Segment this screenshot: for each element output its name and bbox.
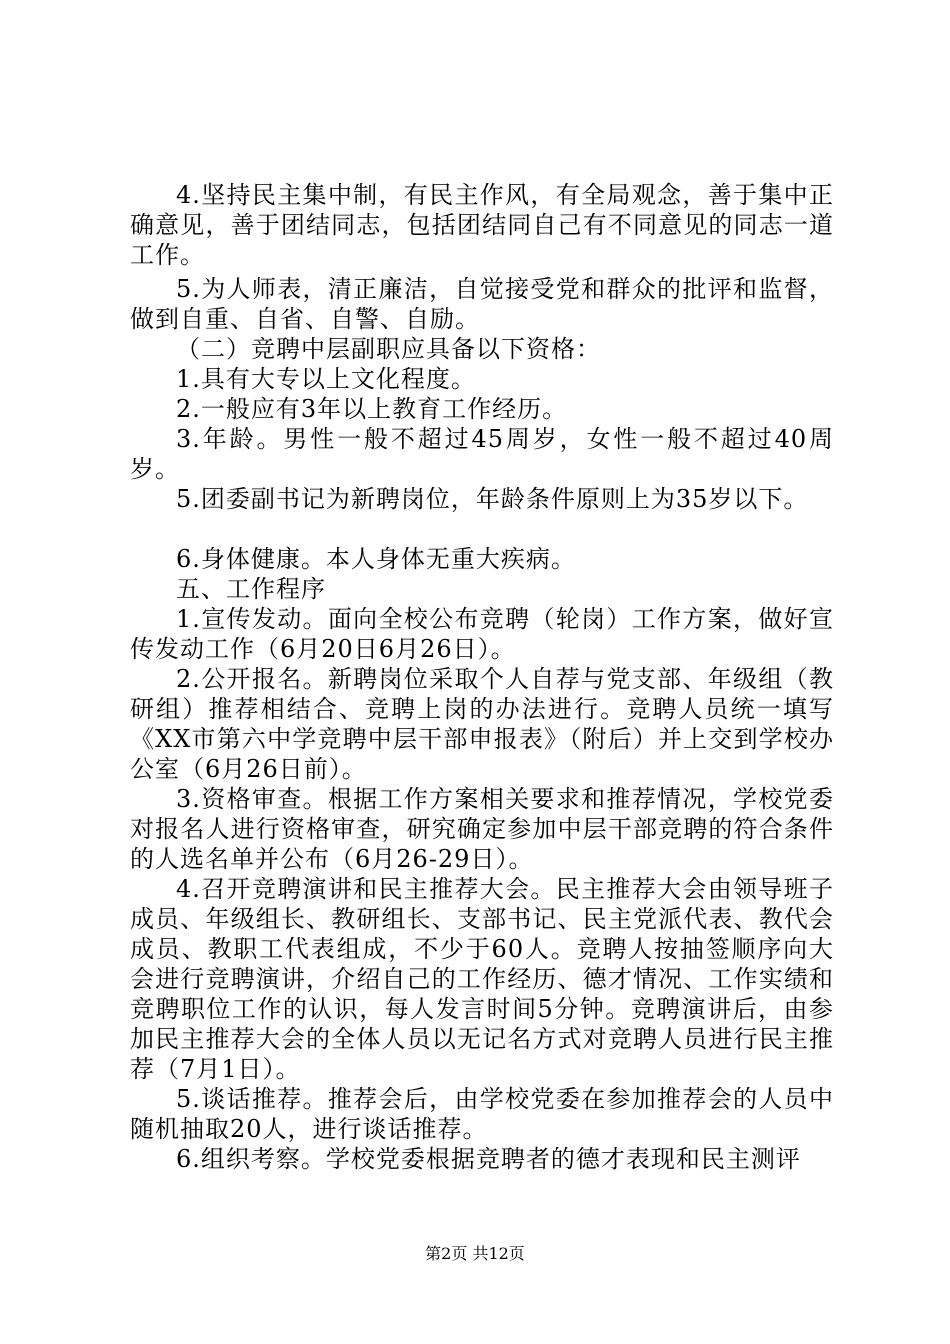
paragraph-10: 2.公开报名。新聘岗位采取个人自荐与党支部、年级组（教研组）推荐相结合、竞聘上岗的办法进行。竞聘人员统一填写《XX市第六中学竞聘中层干部申报表》（附后）并上交到学校办公室（6月26日前）。 (130, 665, 834, 783)
paragraph-7: 5.团委副书记为新聘岗位，年龄条件原则上为35岁以下。 (176, 485, 809, 513)
paragraph-2: 5.为人师表，清正廉洁，自觉接受党和群众的批评和监督，做到自重、自省、自警、自励。 (130, 275, 834, 333)
paragraph-3: （二）竞聘中层副职应具备以下资格： (176, 335, 601, 363)
paragraph-14: 6.组织考察。学校党委根据竞聘者的德才表现和民主测评 (176, 1145, 801, 1173)
section-heading: 五、工作程序 (176, 575, 326, 603)
paragraph-8: 6.身体健康。本人身体无重大疾病。 (176, 545, 576, 573)
paragraph-13: 5.谈话推荐。推荐会后，由学校党委在参加推荐会的人员中随机抽取20人，进行谈话推荐。 (130, 1085, 834, 1143)
paragraph-9: 1.宣传发动。面向全校公布竞聘（轮岗）工作方案，做好宣传发动工作（6月20日6月26日）。 (130, 605, 834, 663)
paragraph-4: 1.具有大专以上文化程度。 (176, 365, 476, 393)
paragraph-12: 4.召开竞聘演讲和民主推荐大会。民主推荐大会由领导班子成员、年级组长、教研组长、支部书记、民主党派代表、教代会成员、教职工代表组成，不少于60人。竞聘人按抽签顺序向大会进行竞聘演讲，介绍自己的工作经历、德才情况、工作实绩和竞聘职位工作的认识，每人发言时间5分钟。竞聘演讲后，由参加民主推荐大会的全体人员以无记名方式对竞聘人员进行民主推荐（7月1日）。 (130, 875, 834, 1083)
page-footer: 第2页 共12页 (425, 1244, 525, 1263)
paragraph-1: 4.坚持民主集中制，有民主作风，有全局观念，善于集中正确意见，善于团结同志，包括团结同自己有不同意见的同志一道工作。 (130, 181, 834, 269)
paragraph-11: 3.资格审查。根据工作方案相关要求和推荐情况，学校党委对报名人进行资格审查，研究确定参加中层干部竞聘的符合条件的人选名单并公布（6月26-29日）。 (130, 785, 834, 873)
paragraph-5: 2.一般应有3年以上教育工作经历。 (176, 395, 568, 423)
paragraph-6: 3.年龄。男性一般不超过45周岁，女性一般不超过40周岁。 (130, 425, 834, 483)
